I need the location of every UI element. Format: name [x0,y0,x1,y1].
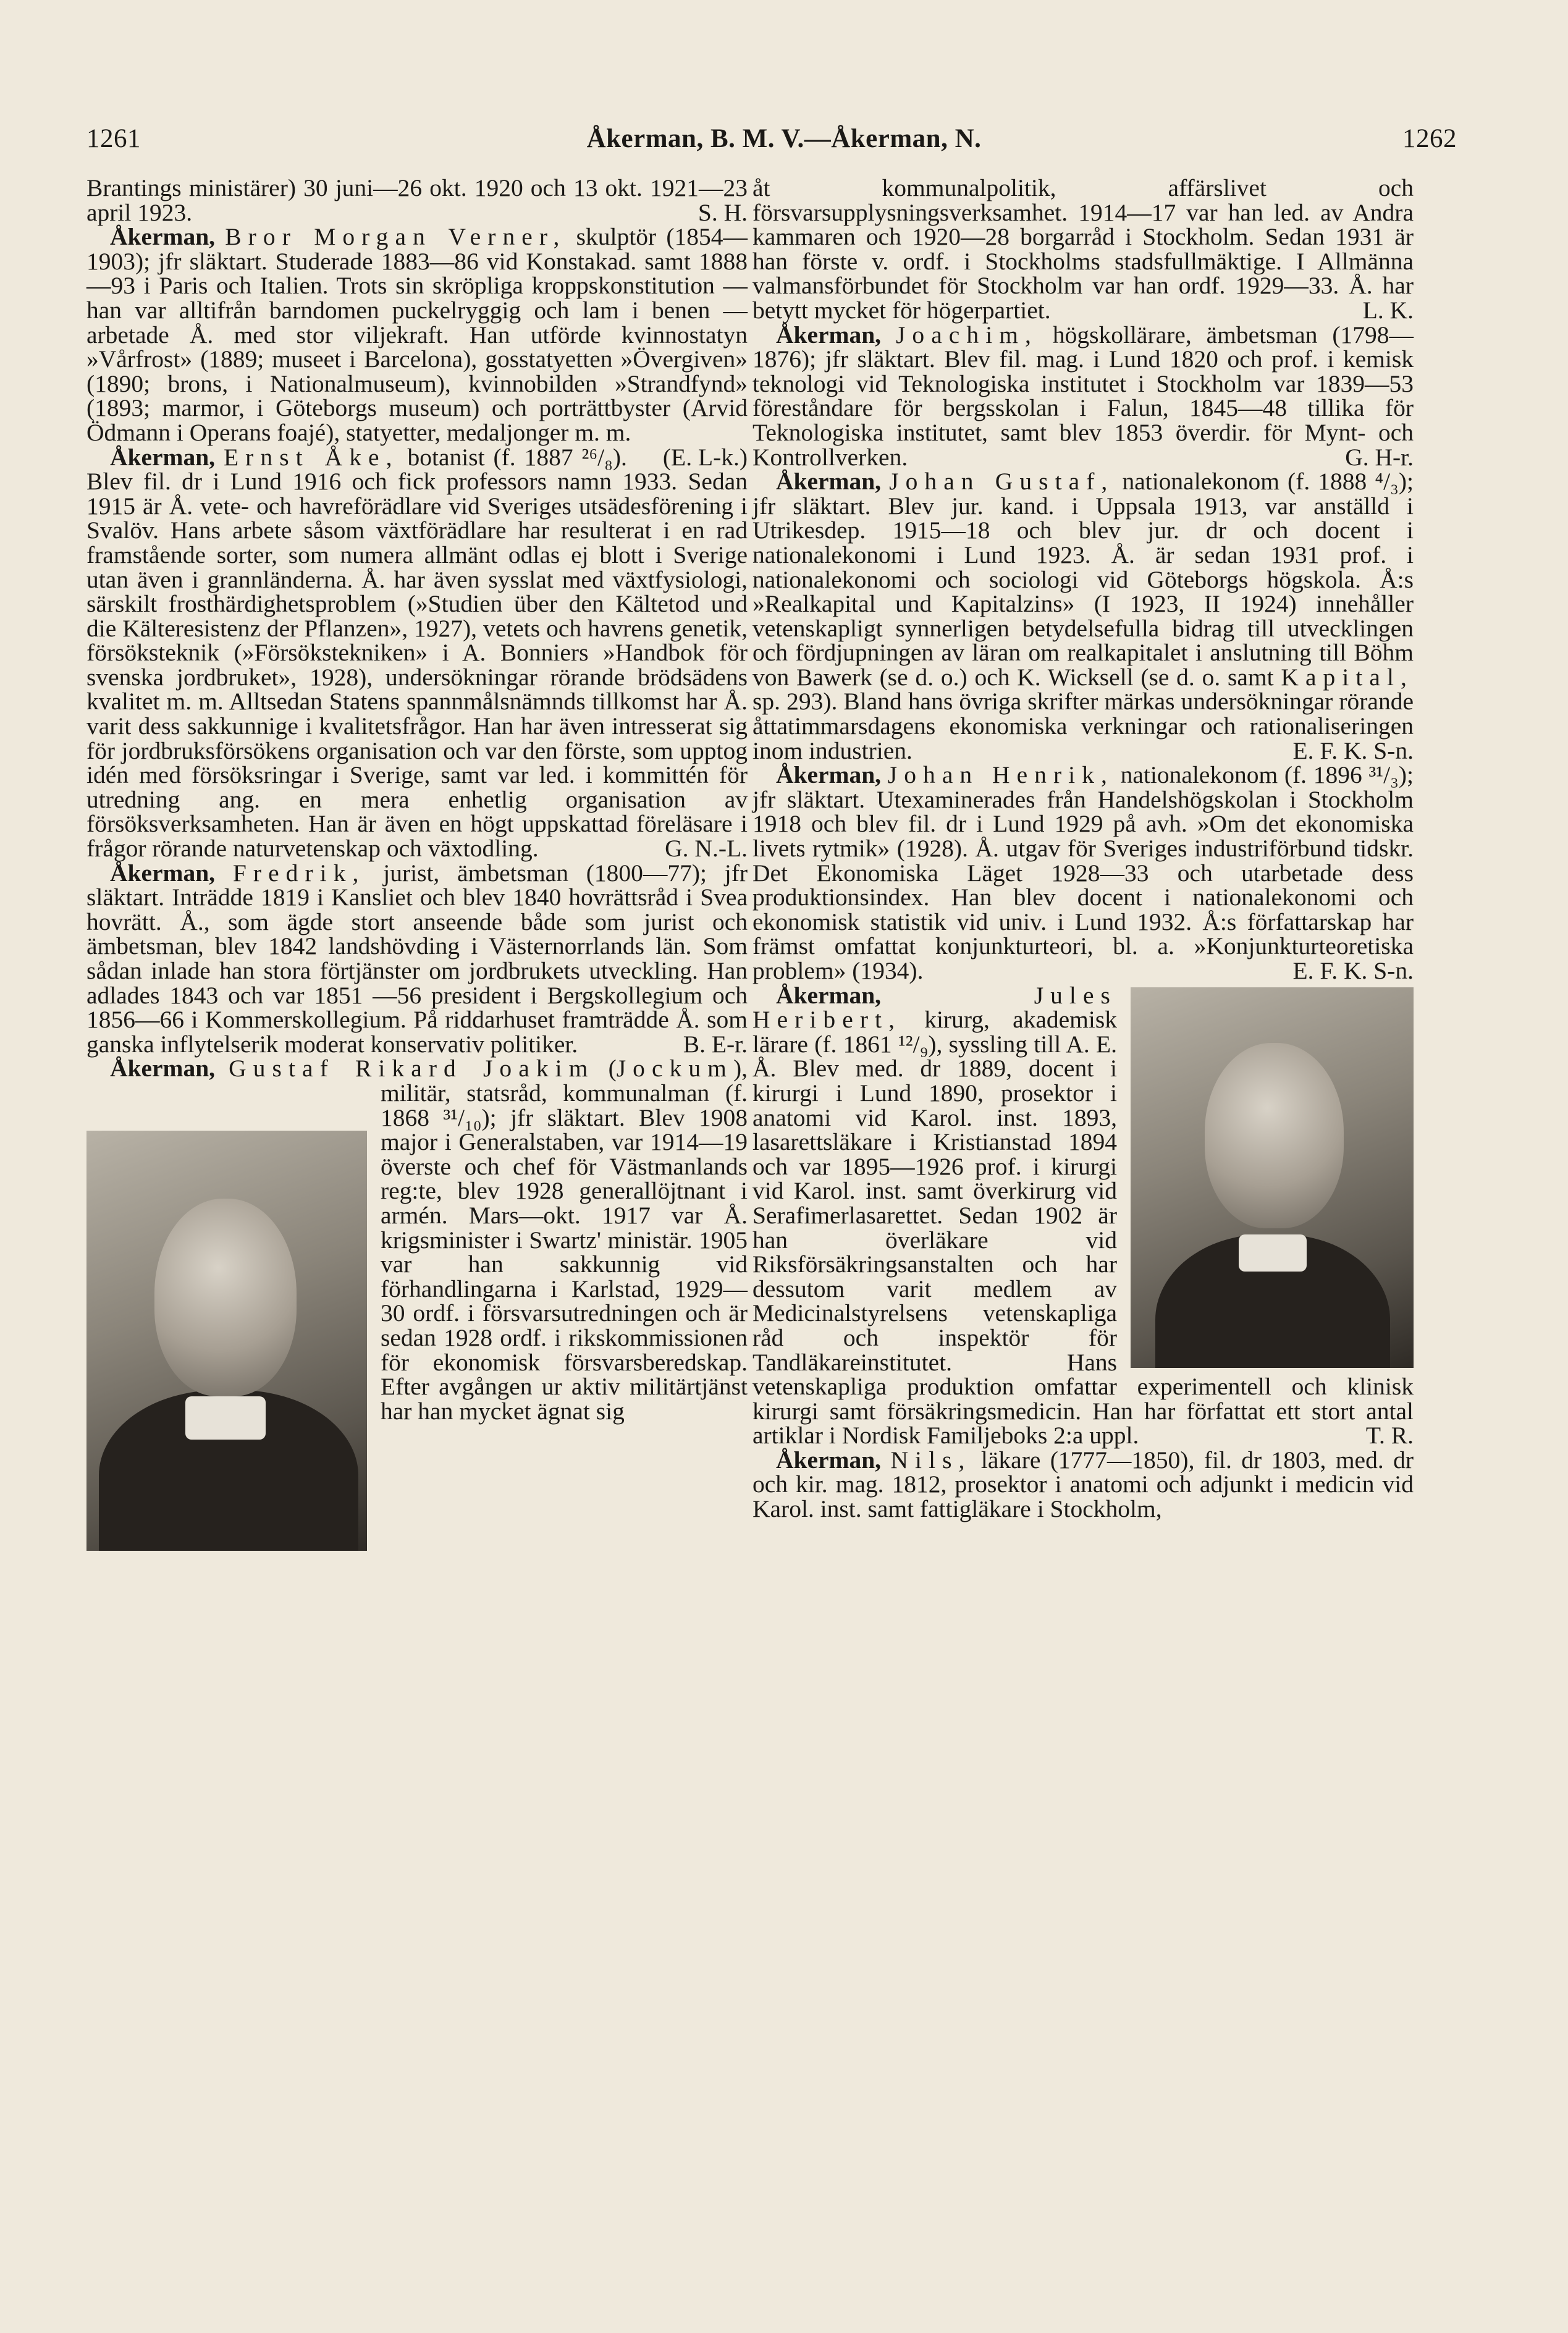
entry-ernst-ake: Åkerman, Ernst Åke, botanist (f. 1887 ²⁶/₈). Blev fil. dr i Lund 1916 och fick professors namn 1933. Sedan 1915 är Å. vete- och havreförädlare vid Sveriges utsädesförening i Svalöv. Hans arbete såsom växtförädlare har resulterat i en rad framstående sorter, som numera allmänt odlas ej blott i Sverige utan även i grannländerna. Å. har även sysslat med växtfysiologi, särskilt frosthärdighetsproblem (»Studien über den Kältetod und die Kälteresistenz der Pflanzen», 1927), vetets och havrens genetik, försöksteknik (»Försökstekniken» i A. Bonniers »Handbok för svenska jordbruket», 1928), undersökningar rörande brödsädens kvalitet m. m. Alltsedan Statens spannmålsnämnds tillkomst har Å. varit dess sakkunnige i kvalitetsfrågor. Han har även intresserat sig för jordbruksförsökens organisation och var den förste, som upptog idén med försöksringar i Sverige, samt var led. i kommittén för utredning ang. en mera enhetlig organisation av försöksverksamheten. Han är även en högt uppskattad föreläsare i frågor rörande naturvetenskap och växtodling. G. N.-L. [86,443,748,863]
given-names: Jules Heribert, [752,981,1117,1034]
headword: Åkerman, [110,859,216,887]
given-names: Joachim, [895,321,1038,348]
signature: G. H-r. [1345,443,1414,471]
headword: Åkerman, [776,981,882,1009]
given-names: Johan Henrik, [887,761,1114,789]
entry-nils: Åkerman, Nils, läkare (1777—1850), fil. dr 1803, med. dr och kir. mag. 1812, prosektor i anatomi och adjunkt i medicin vid Karol. inst. samt fattigläkare i Stockholm, [752,1446,1414,1523]
headword: Åkerman, [776,1446,882,1474]
right-column [752,176,1414,1522]
entry-johan-gustaf: Åkerman, Johan Gustaf, nationalekonom (f. 1888 ⁴/₃); jfr släktart. Blev jur. kand. i Uppsala 1913, var anställd i Utrikesdep. 1915—18 och blev jur. dr och docent i nationalekonomi i Lund 1923. Å. är sedan 1931 prof. i nationalekonomi och sociologi vid Göteborgs högskola. Å:s »Realkapital und Kapitalzins» (I 1923, II 1924) innehåller vetenskapligt synnerligen betydelsefulla bidrag till utvecklingen och fördjupningen av läran om realkapitalet i anslutning till Böhm von Bawerk (se d. o.) och K. Wicksell (se d. o. samt Kapital, sp. 293). Bland hans övriga skrifter märkas undersökningar rörande åttatimmarsdagens ekonomiska verkningar och rationaliseringen inom industrien. E. F. K. S-n. [752,468,1414,764]
entry-joachim: Åkerman, Joachim, högskollärare, ämbetsman (1798—1876); jfr släktart. Blev fil. mag. i Lund 1820 och prof. i kemisk teknologi vid Teknologiska institutet i Stockholm var 1839—53 föreståndare för bergsskolan i Falun, 1845—48 tillika för Teknologiska institutet, samt blev 1853 överdir. för Mynt- och Kontrollverken. G. H-r. [752,321,1414,471]
signature: G. N.-L. [665,835,748,863]
signature: (E. L-k.) [662,443,748,471]
signature: E. F. K. S-n. [1292,736,1414,764]
left-column [86,176,748,1555]
given-names: Nils, [890,1446,972,1474]
given-names: Fredrik, [232,859,366,887]
given-names: Bror Morgan Verner, [225,223,567,251]
page-number-right: 1262 [1402,124,1457,153]
entry-johan-henrik: Åkerman, Johan Henrik, nationalekonom (f. 1896 ³¹/₃); jfr släktart. Utexaminerades från Handelshögskolan i Stockholm 1918 och blev fil. dr i Lund 1929 på avh. »Om det ekonomiska livets rytmik» (1928). Å. utgav för Sveriges industriförbund tidskr. Det Ekonomiska Läget 1928—33 och utarbetade dess produktionsindex. Han blev docent i nationalekonomi och ekonomisk statistik vid univ. i Lund 1932. Å:s författarskap har främst omfattat konjunkturteori, bl. a. »Konjunkturteoretiska problem» (1934). E. F. K. S-n. [752,761,1414,984]
headword: Åkerman, [776,761,882,789]
headword: Åkerman, [110,223,216,251]
entry-gustaf-rikard-joakim: Åkerman, Gustaf Rikard Joakim (Jockum ), militär, statsråd, kommunalman (f. 1868 ³¹/₁₀); jfr släktart. Blev 1908 major i Generalstaben, var 1914—19 överste och chef för Västmanlands reg:te, blev 1928 generallöjtnant i armén. Mars—okt. 1917 var Å. krigsminister i Swartz' ministär. 1905 var han sakkunnig vid förhandlingarna i Karlstad, 1929—30 ordf. i försvarsutredningen och är sedan 1928 ordf. i rikskommissionen för ekonomisk försvarsberedskap. Efter avgången ur aktiv militärtjänst har han mycket ägnat sig [86,1057,748,1424]
entry-continuation: Brantings ministärer) 30 juni—26 okt. 1920 och 13 okt. 1921—23 april 1923. S. H. [86,174,748,226]
portrait-photo-gustaf [86,1131,367,1551]
entry-jules-heribert: Åkerman, Jules Heribert, kirurg, akademisk lärare (f. 1861 ¹²/₉), syssling till A. E. Å. Blev med. dr 1889, docent i kirurgi i Lund 1890, prosektor i anatomi vid Karol. inst. 1893, lasarettsläkare i Kristianstad 1894 och var 1895—1926 prof. i kirurgi vid Karol. inst. samt överkirurg vid Serafimerlasarettet. Sedan 1902 är han överläkare vid Riksförsäkringsanstalten och har dessutom varit medlem av Medicinalstyrelsens vetenskapliga råd och inspektör för Tandläkareinstitutet. Hans vetenskapliga produktion omfattar experimentell och klinisk kirurgi samt försäkringsmedicin. Han har författat ett stort antal artiklar i Nordisk Familjeboks 2:a uppl. T. R. [752,981,1414,1449]
headword: Åkerman, [776,321,882,348]
signature: T. R. [1365,1422,1414,1449]
cross-reference: Kapital, [1281,663,1414,691]
signature: E. F. K. S-n. [1292,957,1414,984]
signature: B. E-r. [683,1030,748,1058]
signature: S. H. [698,198,748,226]
headword: Åkerman, [110,443,216,471]
headword: Åkerman, [776,468,882,496]
given-names: Ernst Åke, [223,443,399,471]
entry-continuation: åt kommunalpolitik, affärslivet och försvarsupplysningsverksamhet. 1914—17 var han led. av Andra kammaren och 1920—28 borgarråd i Stockholm. Sedan 1931 är han förste v. ordf. i Stockholms stadsfullmäktige. I Allmänna valmansförbundet för Stockholm var han ordf. 1929—33. Å. har betytt mycket för högerpartiet. L. K. [752,174,1414,324]
given-names: Johan Gustaf, [889,468,1115,496]
portrait-photo-jules-heribert [1131,987,1414,1368]
headword: Åkerman, [110,1055,216,1082]
given-names: Gustaf Rikard Joakim [229,1055,595,1082]
running-head: Åkerman, B. M. V.—Åkerman, N. [586,124,982,153]
entry-fredrik: Åkerman, Fredrik, jurist, ämbetsman (1800—77); jfr släktart. Inträdde 1819 i Kansliet och blev 1840 hovrättsråd i Svea hovrätt. Å., som ägde stort anseende både som jurist och ämbetsman, blev 1842 landshövding i Västernorrlands län. Som sådan inlade han stora förtjänster om jordbrukets utveckling. Han adlades 1843 och var 1851 —56 president i Bergskollegium och 1856—66 i Kommerskollegium. På riddarhuset framträdde Å. som ganska inflytelserik moderat konservativ politiker. B. E-r. [86,859,748,1058]
signature: L. K. [1362,296,1414,324]
nickname: Jockum [616,1055,733,1082]
entry-bror-morgan-verner: Åkerman, Bror Morgan Verner, skulptör (1854—1903); jfr släktart. Studerade 1883—86 vid Konstakad. samt 1888—93 i Paris och Italien. Trots sin skröpliga kroppskonstitution — han var alltifrån barndomen puckelryggig och lam i benen — arbetade Å. med stor viljekraft. Han utförde kvinnostatyn »Vårfrost» (1889; museet i Barcelona), gosstatyetten »Övergiven» (1890; brons, i Nationalmuseum), kvinnobilden »Strandfynd» (1893; marmor, i Göteborgs museum) och porträttbyster (Arvid Ödmann i Operans foajé), statyetter, medaljonger m. m. (E. L-k.) [86,223,748,471]
page-number-left: 1261 [86,124,141,153]
